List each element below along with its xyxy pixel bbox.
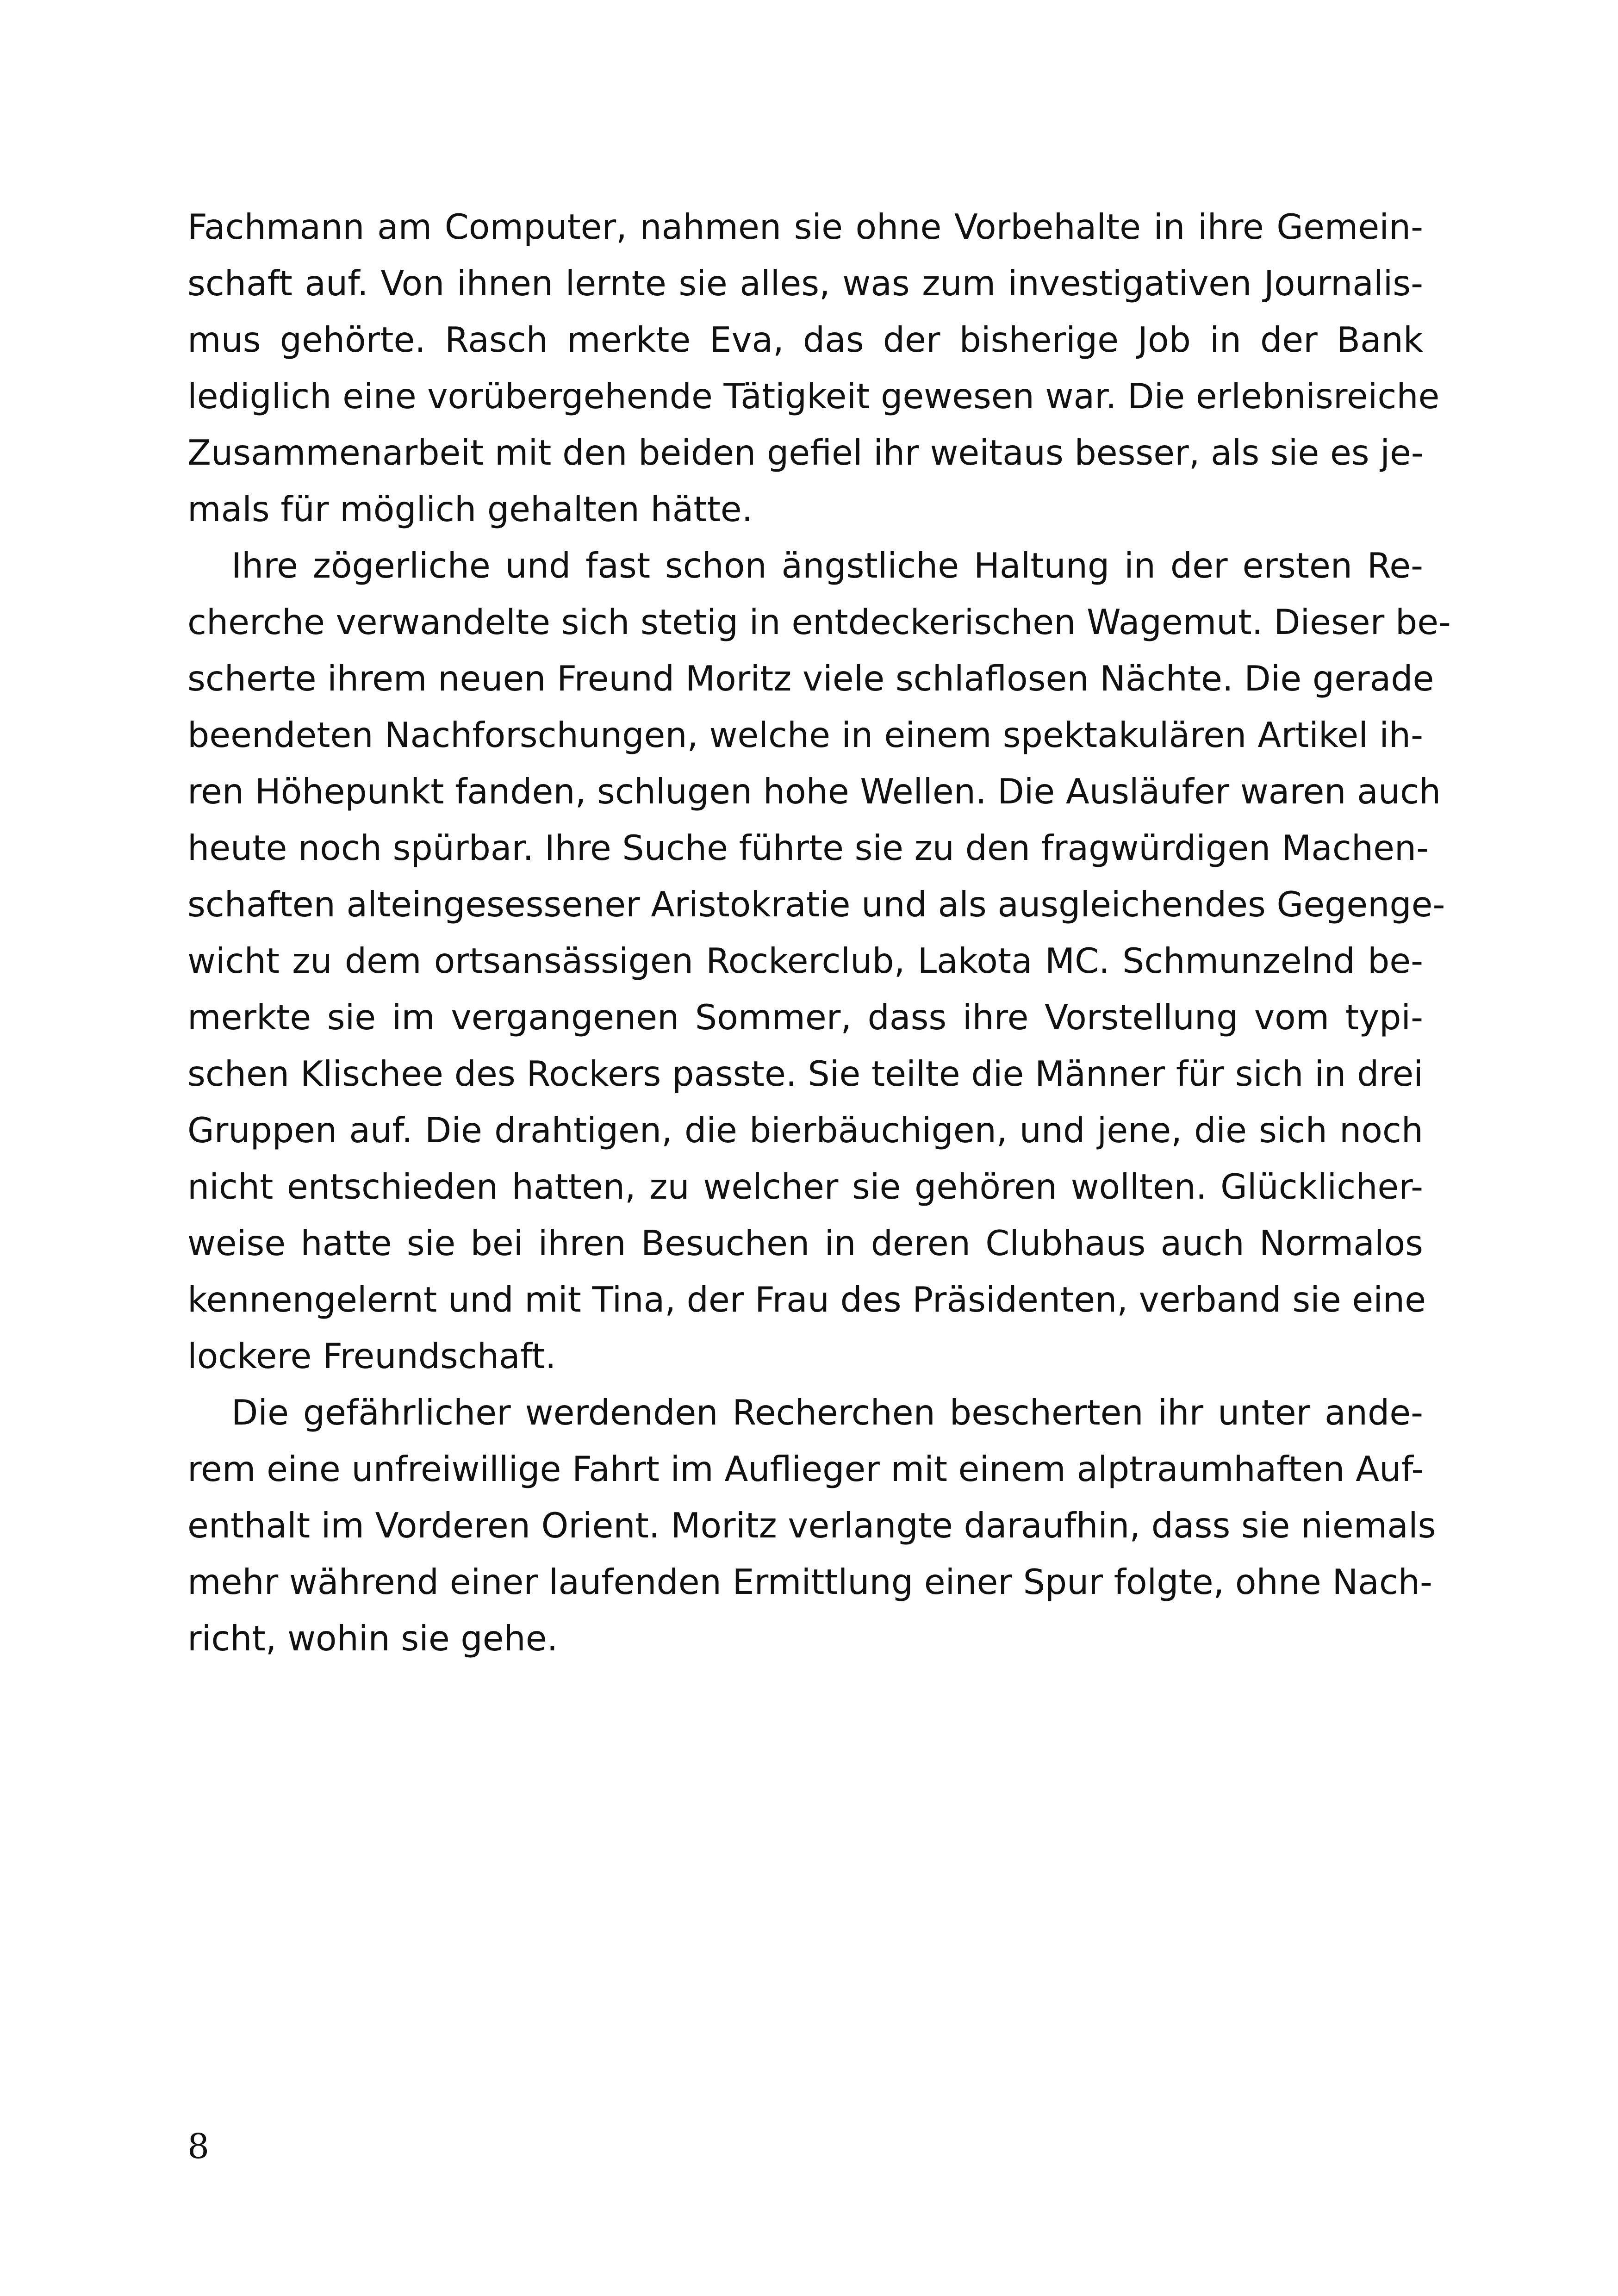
text-line: kennengelernt und mit Tina, der Frau des Präsidenten, verband sie eine — [187, 1280, 1426, 1320]
text-line: mus gehörte. Rasch merkte Eva, das der bisherige Job in der Bank — [187, 320, 1423, 360]
text-line: rem eine unfreiwillige Fahrt im Auflieger mit einem alptraumhaften Auf- — [187, 1449, 1424, 1489]
text-line: schaft auf. Von ihnen lernte sie alles, was zum investigativen Journalis- — [187, 263, 1423, 304]
text-line: scherte ihrem neuen Freund Moritz viele schlaflosen Nächte. Die gerade — [187, 659, 1434, 699]
text-line: Fachmann am Computer, nahmen sie ohne Vorbehalte in ihre Gemein- — [187, 207, 1423, 247]
text-line: beendeten Nachforschungen, welche in einem spektakulären Artikel ih- — [187, 715, 1423, 755]
paragraph-3 — [187, 1385, 1436, 1667]
text-line: Gruppen auf. Die drahtigen, die bierbäuchigen, und jene, die sich noch — [187, 1110, 1423, 1151]
text-line: lediglich eine vorübergehende Tätigkeit gewesen war. Die erlebnisreiche — [187, 376, 1440, 417]
text-line: mehr während einer laufenden Ermittlung einer Spur folgte, ohne Nach- — [187, 1562, 1432, 1602]
text-line: weise hatte sie bei ihren Besuchen in deren Clubhaus auch Normalos — [187, 1223, 1423, 1263]
text-line: mals für möglich gehalten hätte. — [187, 489, 753, 529]
text-line: lockere Freundschaft. — [187, 1336, 556, 1376]
text-line: nicht entschieden hatten, zu welcher sie gehören wollten. Glücklicher- — [187, 1167, 1423, 1207]
text-line: merkte sie im vergangenen Sommer, dass ihre Vorstellung vom typi- — [187, 997, 1423, 1038]
text-line: richt, wohin sie gehe. — [187, 1618, 558, 1659]
text-line: ren Höhepunkt fanden, schlugen hohe Wellen. Die Ausläufer waren auch — [187, 772, 1441, 812]
text-line: enthalt im Vorderen Orient. Moritz verlangte daraufhin, dass sie niemals — [187, 1506, 1436, 1546]
text-line: schen Klischee des Rockers passte. Sie teilte die Männer für sich in drei — [187, 1054, 1423, 1094]
text-line: heute noch spürbar. Ihre Suche führte sie zu den fragwürdigen Machen- — [187, 828, 1429, 868]
text-line: Ihre zögerliche und fast schon ängstliche Haltung in der ersten Re- — [231, 546, 1423, 586]
paragraph-1 — [187, 199, 1440, 538]
text-line: cherche verwandelte sich stetig in entdeckerischen Wagemut. Dieser be- — [187, 602, 1451, 642]
text-line: schaften alteingesessener Aristokratie und als ausgleichendes Gegenge- — [187, 884, 1445, 925]
paragraph-2 — [187, 538, 1451, 1385]
text-line: Die gefährlicher werdenden Recherchen bescherten ihr unter ande- — [231, 1393, 1423, 1433]
text-line: Zusammenarbeit mit den beiden gefiel ihr weitaus besser, als sie es je- — [187, 433, 1424, 473]
page-number: 8 — [187, 2127, 210, 2166]
body-text — [187, 199, 1451, 1667]
text-line: wicht zu dem ortsansässigen Rockerclub, Lakota MC. Schmunzelnd be- — [187, 941, 1423, 981]
